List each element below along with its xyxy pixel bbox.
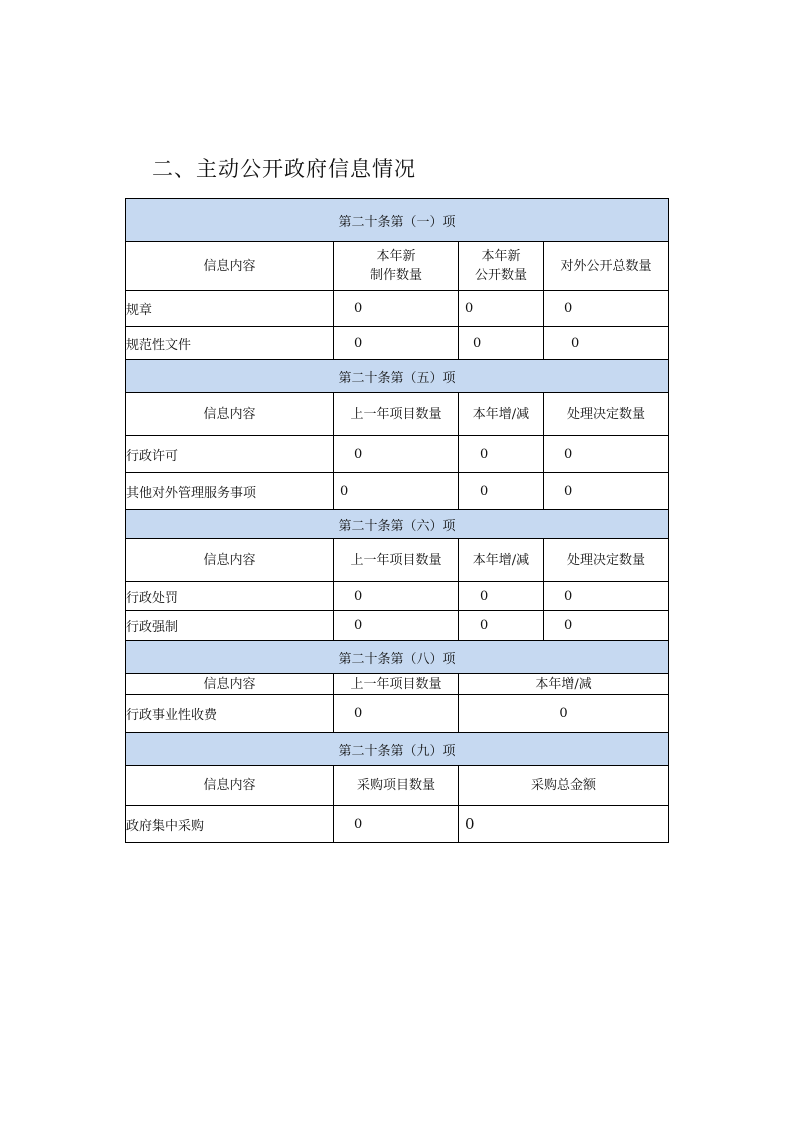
column-header-row (126, 674, 669, 695)
cell-value: 0 (544, 291, 669, 327)
row-label: 规章 (126, 291, 334, 327)
table-row (126, 611, 669, 641)
cell-value: 0 (334, 291, 459, 327)
section-header-row (126, 199, 669, 242)
cell-value: 0 (334, 327, 459, 360)
column-header-row (126, 539, 669, 582)
row-label: 行政事业性收费 (126, 695, 334, 733)
cell-value: 0 (459, 327, 544, 360)
cell-value: 0 (459, 291, 544, 327)
table-row (126, 291, 669, 327)
column-header: 信息内容 (126, 766, 334, 806)
cell-value: 0 (544, 327, 669, 360)
cell-value: 0 (544, 473, 669, 510)
section-header-row (126, 510, 669, 539)
column-header: 采购项目数量 (334, 766, 459, 806)
cell-value: 0 (459, 582, 544, 611)
column-header: 处理决定数量 (544, 539, 669, 582)
row-label: 行政许可 (126, 436, 334, 473)
cell-value: 0 (459, 611, 544, 641)
section-header-row (126, 641, 669, 674)
row-label: 行政强制 (126, 611, 334, 641)
column-header: 处理决定数量 (544, 393, 669, 436)
column-header: 本年增/减 (459, 539, 544, 582)
column-header: 本年新 制作数量 (334, 242, 459, 291)
row-label: 行政处罚 (126, 582, 334, 611)
cell-value: 0 (334, 695, 459, 733)
table-row (126, 806, 669, 843)
column-header: 本年增/减 (459, 674, 669, 695)
section-title: 第二十条第（六）项 (126, 510, 669, 539)
column-header: 采购总金额 (459, 766, 669, 806)
table-row (126, 436, 669, 473)
column-header: 上一年项目数量 (334, 674, 459, 695)
column-header: 信息内容 (126, 242, 334, 291)
column-header: 信息内容 (126, 393, 334, 436)
row-label: 政府集中采购 (126, 806, 334, 843)
column-header: 对外公开总数量 (544, 242, 669, 291)
section-title: 第二十条第（九）项 (126, 733, 669, 766)
cell-value: 0 (459, 436, 544, 473)
cell-value: 0 (334, 582, 459, 611)
row-label: 其他对外管理服务事项 (126, 473, 334, 510)
page-title: 二、主动公开政府信息情况 (152, 157, 416, 181)
column-header: 本年新 公开数量 (459, 242, 544, 291)
cell-value: 0 (334, 806, 459, 843)
table-row (126, 582, 669, 611)
row-label: 规范性文件 (126, 327, 334, 360)
cell-value: 0 (544, 582, 669, 611)
table-row (126, 695, 669, 733)
cell-value: 0 (544, 611, 669, 641)
section-header-row (126, 360, 669, 393)
table-row (126, 473, 669, 510)
cell-value: 0 (459, 806, 669, 843)
cell-value: 0 (334, 436, 459, 473)
table-row (126, 327, 669, 360)
column-header-row (126, 393, 669, 436)
cell-value: 0 (544, 436, 669, 473)
column-header: 上一年项目数量 (334, 393, 459, 436)
section-title: 第二十条第（八）项 (126, 641, 669, 674)
section-title: 第二十条第（一）项 (126, 199, 669, 242)
column-header: 本年增/减 (459, 393, 544, 436)
column-header: 信息内容 (126, 539, 334, 582)
section-header-row (126, 733, 669, 766)
cell-value: 0 (334, 611, 459, 641)
cell-value: 0 (334, 473, 459, 510)
section-title: 第二十条第（五）项 (126, 360, 669, 393)
cell-value: 0 (459, 695, 669, 733)
column-header-row (126, 242, 669, 291)
column-header-row (126, 766, 669, 806)
column-header: 信息内容 (126, 674, 334, 695)
info-disclosure-table (125, 198, 669, 843)
cell-value: 0 (459, 473, 544, 510)
column-header: 上一年项目数量 (334, 539, 459, 582)
